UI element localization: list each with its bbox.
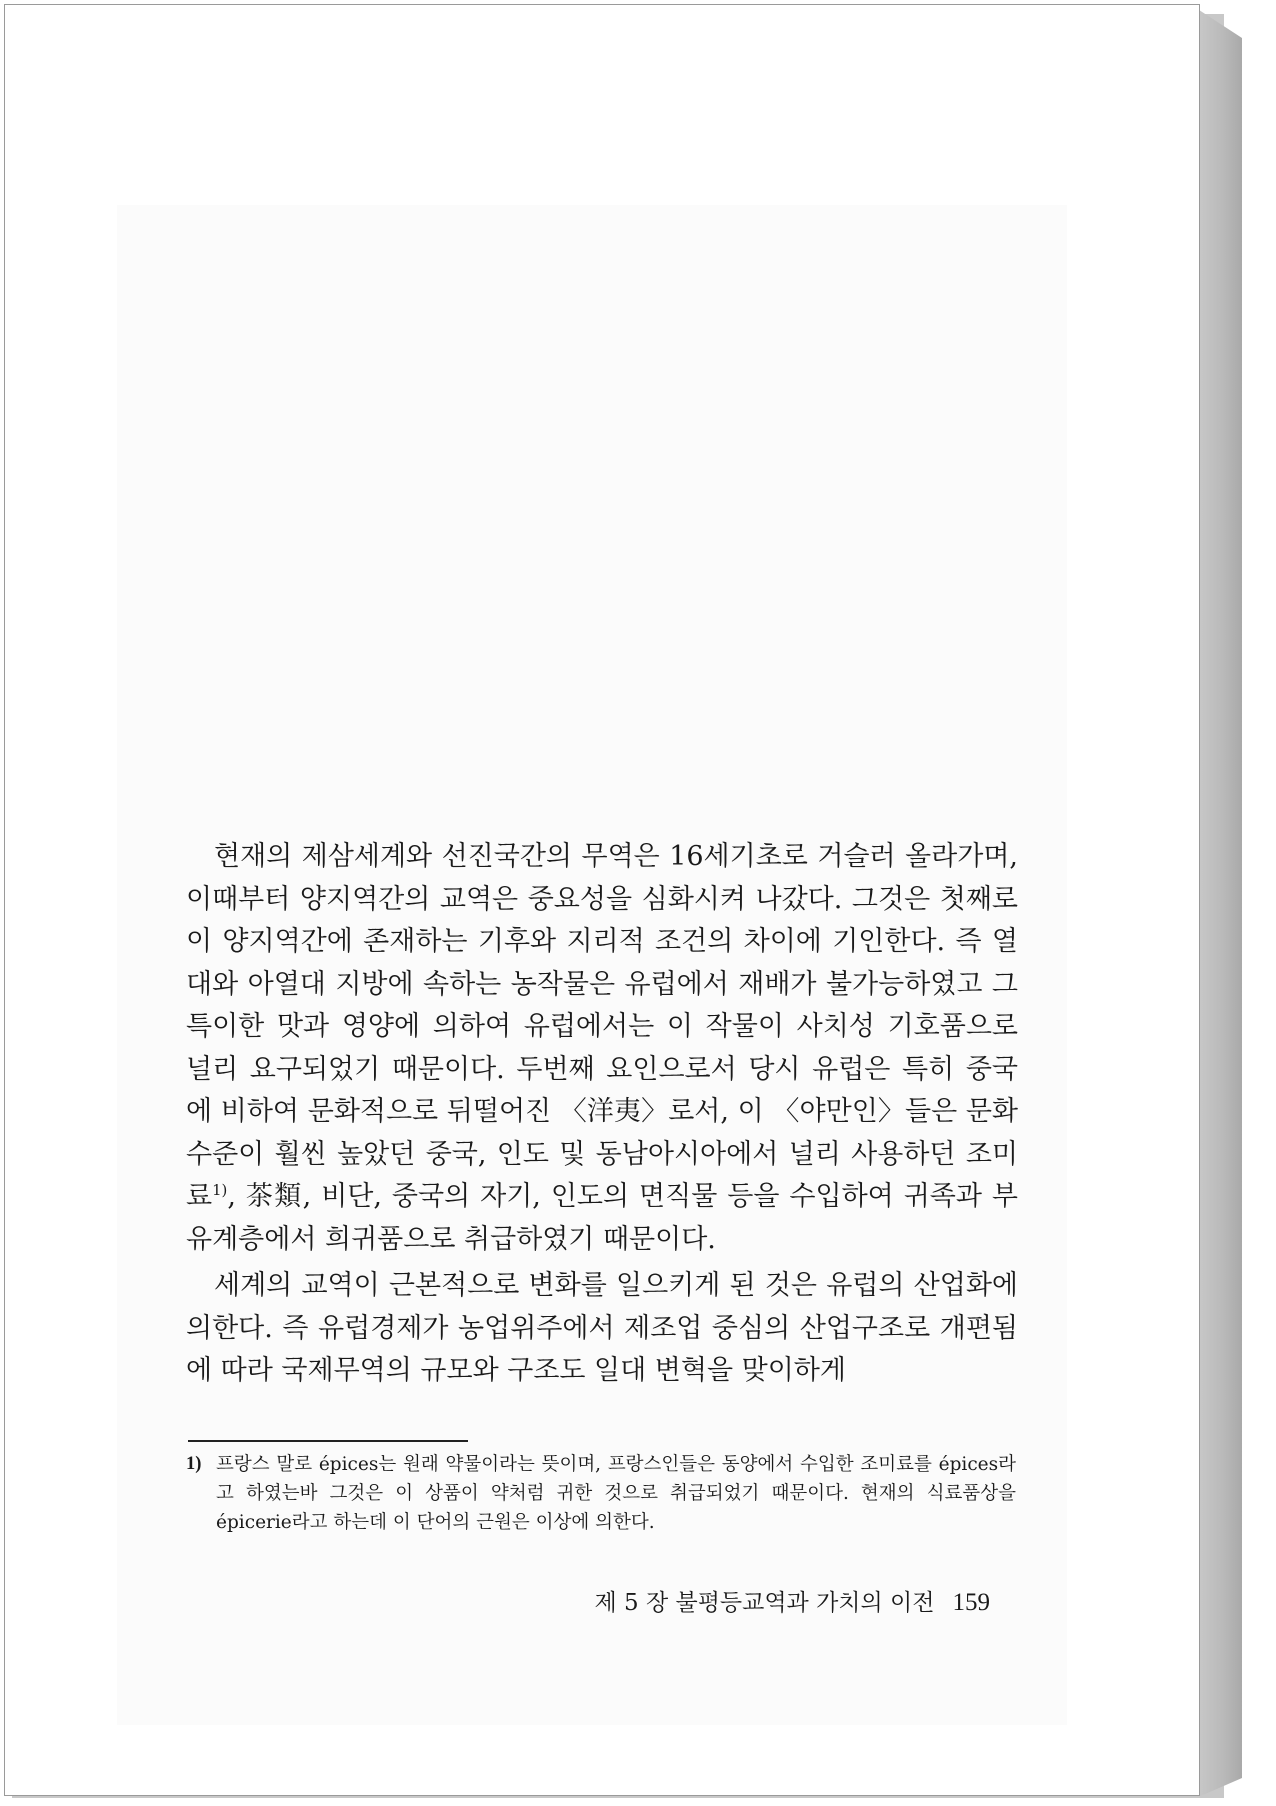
footnote-rule xyxy=(188,1440,468,1442)
paragraph-2: 세계의 교역이 근본적으로 변화를 일으키게 된 것은 유럽의 산업화에 의한다. 즉 유럽경제가 농업위주에서 제조업 중심의 산업구조로 개편됨에 따라 국제무역의 규모와 구조도 일대 변혁을 맞이하게 xyxy=(186,1270,1018,1386)
footnote-marker: 1) xyxy=(212,1181,228,1199)
chapter-title: 제 5 장 불평등교역과 가치의 이전 xyxy=(594,1590,935,1616)
page-edge xyxy=(1196,8,1242,1798)
running-footer xyxy=(550,1584,990,1617)
paragraph-1-part-1: 현재의 제삼세계와 선진국간의 무역은 16세기초로 거슬러 올라가며, 이때부터 양지역간의 교역은 중요성을 심화시켜 나갔다. 그것은 첫째로 이 양지역간에 존재하는 기후와 지리적 조건의 차이에 기인한다. 즉 열대와 아열대 지방에 속하는 농작물은 유럽에서 재배가 불가능하였고 그 특이한 맛과 영양에 의하여 유럽에서는 이 작물이 사치성 기호품으로 널리 요구되었기 때문이다. 두번째 요인으로서 당시 유럽은 특히 중국에 비하여 문화적으로 뒤떨어진 〈洋夷〉로서, 이 〈야만인〉들은 문화수준이 훨씬 높았던 중국, 인도 및 동남아시아에서 널리 사용하던 조미료 xyxy=(186,841,1018,1212)
footnote xyxy=(186,1450,1016,1537)
paragraph-1 xyxy=(186,836,1018,1261)
body-text xyxy=(186,836,1018,1393)
footnote-text: 프랑스 말로 épices는 원래 약물이라는 뜻이며, 프랑스인들은 동양에서 수입한 조미료를 épices라고 하였는바 그것은 이 상품이 약처럼 귀한 것으로 취급되었기 때문이다. 현재의 식료품상을 épicerie라고 하는데 이 단어의 근원은 이상에 의한다. xyxy=(216,1454,1016,1533)
footnote-number: 1) xyxy=(186,1454,202,1474)
page-number: 159 xyxy=(952,1589,990,1616)
paragraph-1-part-2: , 茶類, 비단, 중국의 자기, 인도의 면직물 등을 수입하여 귀족과 부유계층에서 희귀품으로 취급하였기 때문이다. xyxy=(186,1181,1018,1255)
